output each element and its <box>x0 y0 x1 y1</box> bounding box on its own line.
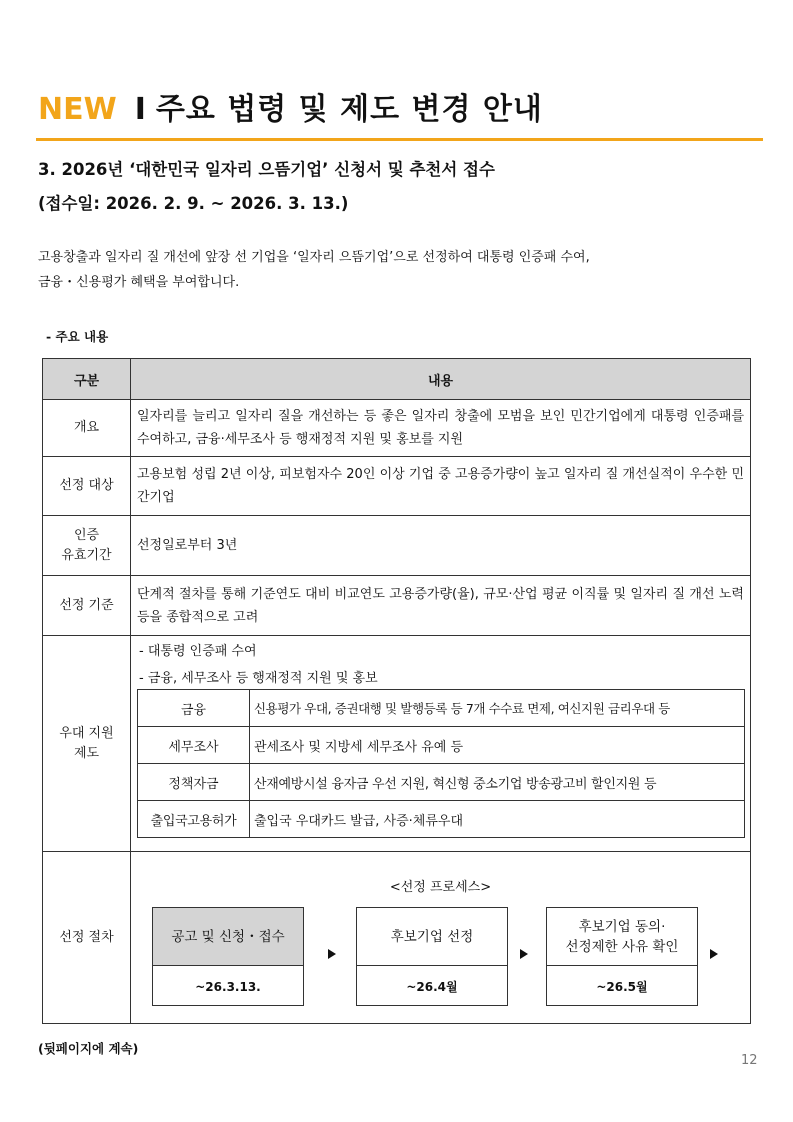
benefit-value: 관세조사 및 지방세 세무조사 유예 등 <box>250 727 745 764</box>
table-row <box>43 852 751 1024</box>
section-title: 3. 2026년 ‘대한민국 일자리 으뜸기업’ 신청서 및 추천서 접수 <box>38 160 495 179</box>
process-step-period: ~26.4월 <box>406 980 458 994</box>
section-subtitle: (접수일: 2026. 2. 9. ~ 2026. 3. 13.) <box>38 194 349 213</box>
continued-note: (뒷페이지에 계속) <box>38 1041 139 1056</box>
page-number: 12 <box>741 1053 758 1068</box>
main-table <box>42 358 751 1024</box>
row-label <box>43 636 131 852</box>
benefit-row <box>138 801 745 838</box>
row-label: 개요 <box>43 400 131 457</box>
row-label: 선정 기준 <box>43 576 131 636</box>
benefits-cell <box>131 636 751 852</box>
process-step-title-line: 후보기업 동의· <box>578 918 666 935</box>
row-label-line: 제도 <box>73 745 100 761</box>
process-step <box>546 907 698 1006</box>
arrow-right-icon <box>328 949 336 959</box>
header-separator: I <box>134 92 146 127</box>
process-step-title-line: 선정제한 사유 확인 <box>565 938 679 955</box>
column-header: 내용 <box>131 359 751 400</box>
row-label-line: 우대 지원 <box>59 725 114 741</box>
process-step-title <box>357 908 507 966</box>
intro-line: 고용창출과 일자리 질 개선에 앞장 선 기업을 ‘일자리 으뜸기업’으로 선정하여 대통령 인증패 수여, <box>38 250 590 265</box>
row-label: 선정 절차 <box>43 852 131 1024</box>
table-row <box>43 457 751 516</box>
process-step-period: ~26.3.13. <box>195 979 261 994</box>
row-content: 일자리를 늘리고 일자리 질을 개선하는 등 좋은 일자리 창출에 모범을 보인 민간기업에게 대통령 인증패를 수여하고, 금융·세무조사 등 행재정적 지원 및 홍보를 지원 <box>131 400 751 457</box>
benefit-key: 정책자금 <box>138 764 250 801</box>
row-label-line: 인증 <box>73 527 100 543</box>
row-content: 고용보험 성립 2년 이상, 피보험자수 20인 이상 기업 중 고용증가량이 높고 일자리 질 개선실적이 우수한 민간기업 <box>131 457 751 516</box>
column-header: 구분 <box>43 359 131 400</box>
row-label: 선정 대상 <box>43 457 131 516</box>
benefit-key: 금융 <box>138 690 250 727</box>
intro-line: 금융・신용평가 혜택을 부여합니다. <box>38 275 240 290</box>
process-step-title-line: 후보기업 선정 <box>390 928 474 945</box>
table-row <box>43 516 751 576</box>
table-row <box>43 576 751 636</box>
list-item: - 금융, 세무조사 등 행재정적 지원 및 홍보 <box>139 671 378 686</box>
intro-paragraph <box>38 245 590 295</box>
header-rule <box>36 138 763 141</box>
benefit-value: 출입국 우대카드 발급, 사증·체류우대 <box>250 801 745 838</box>
main-content-label: - 주요 내용 <box>46 329 109 344</box>
page-title: 주요 법령 및 제도 변경 안내 <box>155 92 543 127</box>
process-step-title-line: 공고 및 신청・접수 <box>171 928 285 945</box>
benefit-value: 신용평가 우대, 증권대행 및 발행등록 등 7개 수수료 면제, 여신지원 금리우대 등 <box>250 690 745 727</box>
new-label: NEW <box>38 92 117 127</box>
row-label <box>43 516 131 576</box>
table-row <box>43 400 751 457</box>
row-content: 단계적 절차를 통해 기준연도 대비 비교연도 고용증가량(율), 규모·산업 평균 이직률 및 일자리 질 개선 노력 등을 종합적으로 고려 <box>131 576 751 636</box>
benefits-table <box>137 689 745 838</box>
process-title: <선정 프로세스> <box>389 880 492 895</box>
page-header <box>38 84 543 128</box>
table-row <box>43 636 751 852</box>
benefit-key: 세무조사 <box>138 727 250 764</box>
process-step <box>356 907 508 1006</box>
list-item: - 대통령 인증패 수여 <box>139 644 257 659</box>
benefit-value: 산재예방시설 융자금 우선 지원, 혁신형 중소기업 방송광고비 할인지원 등 <box>250 764 745 801</box>
process-step <box>152 907 304 1006</box>
arrow-right-icon <box>710 949 718 959</box>
process-cell <box>131 852 751 1024</box>
process-step-title <box>153 908 303 966</box>
row-label-line: 유효기간 <box>61 547 112 563</box>
process-step-period: ~26.5월 <box>596 980 648 994</box>
arrow-right-icon <box>520 949 528 959</box>
benefits-list <box>139 638 378 692</box>
row-content: 선정일로부터 3년 <box>131 516 751 576</box>
process-step-title <box>547 908 697 966</box>
benefit-key: 출입국고용허가 <box>138 801 250 838</box>
benefit-row <box>138 727 745 764</box>
table-header-row <box>43 359 751 400</box>
benefit-row <box>138 690 745 727</box>
benefit-row <box>138 764 745 801</box>
